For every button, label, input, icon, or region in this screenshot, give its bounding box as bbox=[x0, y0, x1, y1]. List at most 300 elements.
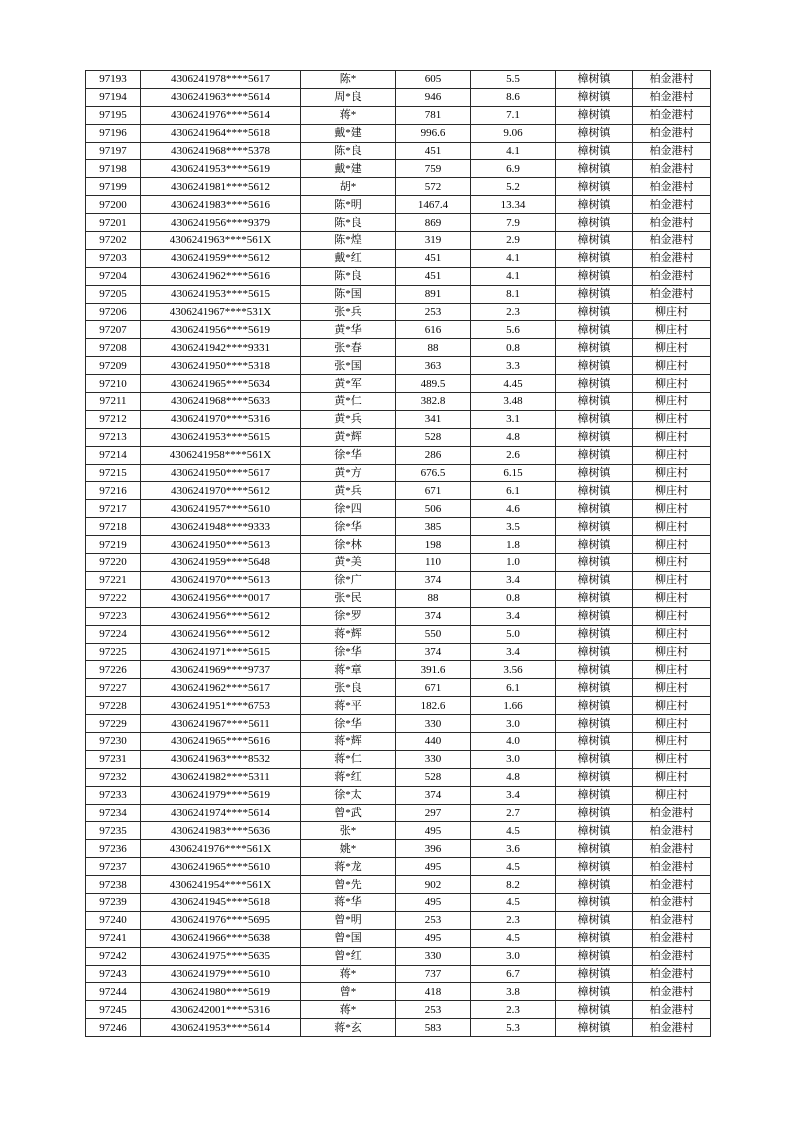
name-cell: 徐*华 bbox=[301, 446, 396, 464]
village-cell: 柏金港村 bbox=[633, 858, 711, 876]
rate-cell: 5.6 bbox=[471, 321, 556, 339]
amount-cell: 583 bbox=[396, 1019, 471, 1037]
town-cell: 樟树镇 bbox=[556, 697, 633, 715]
amount-cell: 385 bbox=[396, 518, 471, 536]
amount-cell: 198 bbox=[396, 536, 471, 554]
amount-cell: 1467.4 bbox=[396, 196, 471, 214]
serial-cell: 97238 bbox=[86, 876, 141, 894]
village-cell: 柳庄村 bbox=[633, 464, 711, 482]
serial-cell: 97223 bbox=[86, 607, 141, 625]
amount-cell: 341 bbox=[396, 410, 471, 428]
name-cell: 张* bbox=[301, 822, 396, 840]
serial-cell: 97212 bbox=[86, 410, 141, 428]
name-cell: 黄*兵 bbox=[301, 482, 396, 500]
name-cell: 张*良 bbox=[301, 679, 396, 697]
name-cell: 蒋*玄 bbox=[301, 1019, 396, 1037]
amount-cell: 330 bbox=[396, 750, 471, 768]
rate-cell: 5.3 bbox=[471, 1019, 556, 1037]
id-number-cell: 4306241954****561X bbox=[141, 876, 301, 894]
table-row bbox=[86, 625, 711, 643]
id-number-cell: 4306241967****5611 bbox=[141, 715, 301, 733]
village-cell: 柏金港村 bbox=[633, 822, 711, 840]
town-cell: 樟树镇 bbox=[556, 1001, 633, 1019]
serial-cell: 97234 bbox=[86, 804, 141, 822]
table-row bbox=[86, 249, 711, 267]
town-cell: 樟树镇 bbox=[556, 178, 633, 196]
town-cell: 樟树镇 bbox=[556, 840, 633, 858]
name-cell: 戴*红 bbox=[301, 249, 396, 267]
amount-cell: 572 bbox=[396, 178, 471, 196]
serial-cell: 97218 bbox=[86, 518, 141, 536]
id-number-cell: 4306241963****8532 bbox=[141, 750, 301, 768]
name-cell: 张*民 bbox=[301, 589, 396, 607]
town-cell: 樟树镇 bbox=[556, 786, 633, 804]
village-cell: 柏金港村 bbox=[633, 178, 711, 196]
amount-cell: 528 bbox=[396, 768, 471, 786]
village-cell: 柳庄村 bbox=[633, 393, 711, 411]
name-cell: 陈*良 bbox=[301, 142, 396, 160]
serial-cell: 97229 bbox=[86, 715, 141, 733]
serial-cell: 97210 bbox=[86, 375, 141, 393]
town-cell: 樟树镇 bbox=[556, 71, 633, 89]
village-cell: 柏金港村 bbox=[633, 71, 711, 89]
id-number-cell: 4306241956****5619 bbox=[141, 321, 301, 339]
serial-cell: 97228 bbox=[86, 697, 141, 715]
table-row bbox=[86, 661, 711, 679]
table-row bbox=[86, 571, 711, 589]
rate-cell: 2.3 bbox=[471, 1001, 556, 1019]
table-row bbox=[86, 196, 711, 214]
amount-cell: 495 bbox=[396, 893, 471, 911]
name-cell: 曾* bbox=[301, 983, 396, 1001]
table-row bbox=[86, 768, 711, 786]
id-number-cell: 4306241976****5614 bbox=[141, 106, 301, 124]
table-row bbox=[86, 697, 711, 715]
rate-cell: 2.3 bbox=[471, 303, 556, 321]
table-row bbox=[86, 911, 711, 929]
id-number-cell: 4306241948****9333 bbox=[141, 518, 301, 536]
name-cell: 姚* bbox=[301, 840, 396, 858]
name-cell: 徐*广 bbox=[301, 571, 396, 589]
id-number-cell: 4306241983****5616 bbox=[141, 196, 301, 214]
village-cell: 柳庄村 bbox=[633, 643, 711, 661]
id-number-cell: 4306241976****561X bbox=[141, 840, 301, 858]
name-cell: 周*良 bbox=[301, 88, 396, 106]
rate-cell: 6.15 bbox=[471, 464, 556, 482]
name-cell: 陈*国 bbox=[301, 285, 396, 303]
table-row bbox=[86, 983, 711, 1001]
amount-cell: 88 bbox=[396, 339, 471, 357]
rate-cell: 13.34 bbox=[471, 196, 556, 214]
amount-cell: 396 bbox=[396, 840, 471, 858]
amount-cell: 759 bbox=[396, 160, 471, 178]
town-cell: 樟树镇 bbox=[556, 715, 633, 733]
name-cell: 陈*良 bbox=[301, 267, 396, 285]
id-number-cell: 4306241983****5636 bbox=[141, 822, 301, 840]
table-row bbox=[86, 214, 711, 232]
amount-cell: 451 bbox=[396, 142, 471, 160]
table-row bbox=[86, 786, 711, 804]
serial-cell: 97215 bbox=[86, 464, 141, 482]
serial-cell: 97201 bbox=[86, 214, 141, 232]
name-cell: 张*春 bbox=[301, 339, 396, 357]
town-cell: 樟树镇 bbox=[556, 303, 633, 321]
id-number-cell: 4306241965****5610 bbox=[141, 858, 301, 876]
table-row bbox=[86, 822, 711, 840]
table-row bbox=[86, 947, 711, 965]
amount-cell: 869 bbox=[396, 214, 471, 232]
village-cell: 柏金港村 bbox=[633, 911, 711, 929]
table-row bbox=[86, 321, 711, 339]
village-cell: 柳庄村 bbox=[633, 482, 711, 500]
rate-cell: 8.2 bbox=[471, 876, 556, 894]
id-number-cell: 4306241962****5616 bbox=[141, 267, 301, 285]
name-cell: 戴*建 bbox=[301, 160, 396, 178]
table-row bbox=[86, 554, 711, 572]
rate-cell: 3.4 bbox=[471, 643, 556, 661]
serial-cell: 97246 bbox=[86, 1019, 141, 1037]
amount-cell: 418 bbox=[396, 983, 471, 1001]
table-row bbox=[86, 1019, 711, 1037]
id-number-cell: 4306241968****5378 bbox=[141, 142, 301, 160]
name-cell: 蒋* bbox=[301, 1001, 396, 1019]
table-row bbox=[86, 339, 711, 357]
serial-cell: 97226 bbox=[86, 661, 141, 679]
id-number-cell: 4306241942****9331 bbox=[141, 339, 301, 357]
village-cell: 柳庄村 bbox=[633, 554, 711, 572]
payment-table bbox=[85, 70, 711, 1037]
amount-cell: 781 bbox=[396, 106, 471, 124]
serial-cell: 97205 bbox=[86, 285, 141, 303]
village-cell: 柏金港村 bbox=[633, 214, 711, 232]
id-number-cell: 4306241953****5615 bbox=[141, 285, 301, 303]
serial-cell: 97236 bbox=[86, 840, 141, 858]
town-cell: 樟树镇 bbox=[556, 625, 633, 643]
rate-cell: 3.56 bbox=[471, 661, 556, 679]
serial-cell: 97225 bbox=[86, 643, 141, 661]
village-cell: 柳庄村 bbox=[633, 661, 711, 679]
serial-cell: 97219 bbox=[86, 536, 141, 554]
village-cell: 柳庄村 bbox=[633, 410, 711, 428]
rate-cell: 2.9 bbox=[471, 232, 556, 250]
amount-cell: 506 bbox=[396, 500, 471, 518]
name-cell: 曾*红 bbox=[301, 947, 396, 965]
table-row bbox=[86, 1001, 711, 1019]
name-cell: 徐*四 bbox=[301, 500, 396, 518]
rate-cell: 2.3 bbox=[471, 911, 556, 929]
rate-cell: 4.5 bbox=[471, 893, 556, 911]
amount-cell: 330 bbox=[396, 947, 471, 965]
rate-cell: 3.4 bbox=[471, 607, 556, 625]
name-cell: 黄*兵 bbox=[301, 410, 396, 428]
id-number-cell: 4306241959****5648 bbox=[141, 554, 301, 572]
village-cell: 柏金港村 bbox=[633, 88, 711, 106]
town-cell: 樟树镇 bbox=[556, 446, 633, 464]
village-cell: 柳庄村 bbox=[633, 428, 711, 446]
table-row bbox=[86, 929, 711, 947]
rate-cell: 2.6 bbox=[471, 446, 556, 464]
id-number-cell: 4306241950****5613 bbox=[141, 536, 301, 554]
serial-cell: 97220 bbox=[86, 554, 141, 572]
id-number-cell: 4306241978****5617 bbox=[141, 71, 301, 89]
village-cell: 柏金港村 bbox=[633, 160, 711, 178]
id-number-cell: 4306241959****5612 bbox=[141, 249, 301, 267]
id-number-cell: 4306241958****561X bbox=[141, 446, 301, 464]
name-cell: 蒋* bbox=[301, 106, 396, 124]
rate-cell: 3.0 bbox=[471, 947, 556, 965]
town-cell: 樟树镇 bbox=[556, 142, 633, 160]
town-cell: 樟树镇 bbox=[556, 965, 633, 983]
rate-cell: 1.66 bbox=[471, 697, 556, 715]
rate-cell: 0.8 bbox=[471, 589, 556, 607]
town-cell: 樟树镇 bbox=[556, 750, 633, 768]
rate-cell: 6.1 bbox=[471, 679, 556, 697]
amount-cell: 902 bbox=[396, 876, 471, 894]
id-number-cell: 4306241975****5635 bbox=[141, 947, 301, 965]
rate-cell: 4.1 bbox=[471, 267, 556, 285]
id-number-cell: 4306241956****5612 bbox=[141, 607, 301, 625]
town-cell: 樟树镇 bbox=[556, 375, 633, 393]
name-cell: 黄*仁 bbox=[301, 393, 396, 411]
rate-cell: 9.06 bbox=[471, 124, 556, 142]
table-row bbox=[86, 732, 711, 750]
table-row bbox=[86, 607, 711, 625]
serial-cell: 97209 bbox=[86, 357, 141, 375]
rate-cell: 3.4 bbox=[471, 786, 556, 804]
name-cell: 陈*良 bbox=[301, 214, 396, 232]
serial-cell: 97193 bbox=[86, 71, 141, 89]
village-cell: 柏金港村 bbox=[633, 196, 711, 214]
amount-cell: 253 bbox=[396, 1001, 471, 1019]
table-row bbox=[86, 106, 711, 124]
table-row bbox=[86, 178, 711, 196]
town-cell: 樟树镇 bbox=[556, 410, 633, 428]
id-number-cell: 4306241956****0017 bbox=[141, 589, 301, 607]
town-cell: 樟树镇 bbox=[556, 393, 633, 411]
serial-cell: 97207 bbox=[86, 321, 141, 339]
town-cell: 樟树镇 bbox=[556, 88, 633, 106]
amount-cell: 374 bbox=[396, 786, 471, 804]
village-cell: 柳庄村 bbox=[633, 625, 711, 643]
town-cell: 樟树镇 bbox=[556, 428, 633, 446]
village-cell: 柳庄村 bbox=[633, 357, 711, 375]
rate-cell: 3.0 bbox=[471, 715, 556, 733]
village-cell: 柳庄村 bbox=[633, 321, 711, 339]
amount-cell: 671 bbox=[396, 679, 471, 697]
table-row bbox=[86, 804, 711, 822]
rate-cell: 7.9 bbox=[471, 214, 556, 232]
village-cell: 柳庄村 bbox=[633, 607, 711, 625]
village-cell: 柏金港村 bbox=[633, 285, 711, 303]
name-cell: 徐*林 bbox=[301, 536, 396, 554]
table-sheet bbox=[85, 70, 711, 1037]
serial-cell: 97208 bbox=[86, 339, 141, 357]
serial-cell: 97227 bbox=[86, 679, 141, 697]
id-number-cell: 4306241956****5612 bbox=[141, 625, 301, 643]
town-cell: 樟树镇 bbox=[556, 1019, 633, 1037]
village-cell: 柏金港村 bbox=[633, 249, 711, 267]
village-cell: 柳庄村 bbox=[633, 446, 711, 464]
amount-cell: 363 bbox=[396, 357, 471, 375]
village-cell: 柳庄村 bbox=[633, 732, 711, 750]
village-cell: 柳庄村 bbox=[633, 715, 711, 733]
town-cell: 樟树镇 bbox=[556, 768, 633, 786]
id-number-cell: 4306242001****5316 bbox=[141, 1001, 301, 1019]
rate-cell: 4.45 bbox=[471, 375, 556, 393]
village-cell: 柏金港村 bbox=[633, 1001, 711, 1019]
serial-cell: 97213 bbox=[86, 428, 141, 446]
rate-cell: 6.1 bbox=[471, 482, 556, 500]
name-cell: 黄*方 bbox=[301, 464, 396, 482]
name-cell: 蒋*龙 bbox=[301, 858, 396, 876]
serial-cell: 97194 bbox=[86, 88, 141, 106]
name-cell: 徐*太 bbox=[301, 786, 396, 804]
rate-cell: 1.0 bbox=[471, 554, 556, 572]
table-row bbox=[86, 840, 711, 858]
id-number-cell: 4306241970****5612 bbox=[141, 482, 301, 500]
table-row bbox=[86, 428, 711, 446]
serial-cell: 97222 bbox=[86, 589, 141, 607]
name-cell: 蒋*辉 bbox=[301, 732, 396, 750]
village-cell: 柏金港村 bbox=[633, 804, 711, 822]
amount-cell: 374 bbox=[396, 607, 471, 625]
table-row bbox=[86, 267, 711, 285]
rate-cell: 6.9 bbox=[471, 160, 556, 178]
name-cell: 陈* bbox=[301, 71, 396, 89]
id-number-cell: 4306241974****5614 bbox=[141, 804, 301, 822]
amount-cell: 891 bbox=[396, 285, 471, 303]
village-cell: 柳庄村 bbox=[633, 571, 711, 589]
rate-cell: 7.1 bbox=[471, 106, 556, 124]
id-number-cell: 4306241970****5613 bbox=[141, 571, 301, 589]
name-cell: 黄*美 bbox=[301, 554, 396, 572]
serial-cell: 97232 bbox=[86, 768, 141, 786]
id-number-cell: 4306241963****5614 bbox=[141, 88, 301, 106]
id-number-cell: 4306241953****5614 bbox=[141, 1019, 301, 1037]
rate-cell: 0.8 bbox=[471, 339, 556, 357]
id-number-cell: 4306241965****5616 bbox=[141, 732, 301, 750]
name-cell: 张*国 bbox=[301, 357, 396, 375]
id-number-cell: 4306241962****5617 bbox=[141, 679, 301, 697]
amount-cell: 528 bbox=[396, 428, 471, 446]
amount-cell: 297 bbox=[396, 804, 471, 822]
rate-cell: 4.8 bbox=[471, 768, 556, 786]
id-number-cell: 4306241982****5311 bbox=[141, 768, 301, 786]
rate-cell: 5.5 bbox=[471, 71, 556, 89]
village-cell: 柏金港村 bbox=[633, 965, 711, 983]
name-cell: 陈*明 bbox=[301, 196, 396, 214]
town-cell: 樟树镇 bbox=[556, 339, 633, 357]
rate-cell: 8.1 bbox=[471, 285, 556, 303]
table-row bbox=[86, 715, 711, 733]
id-number-cell: 4306241968****5633 bbox=[141, 393, 301, 411]
amount-cell: 451 bbox=[396, 267, 471, 285]
name-cell: 曾*国 bbox=[301, 929, 396, 947]
serial-cell: 97235 bbox=[86, 822, 141, 840]
town-cell: 樟树镇 bbox=[556, 589, 633, 607]
amount-cell: 495 bbox=[396, 822, 471, 840]
serial-cell: 97214 bbox=[86, 446, 141, 464]
table-body bbox=[86, 71, 711, 1037]
town-cell: 樟树镇 bbox=[556, 893, 633, 911]
id-number-cell: 4306241976****5695 bbox=[141, 911, 301, 929]
table-row bbox=[86, 160, 711, 178]
table-row bbox=[86, 893, 711, 911]
rate-cell: 6.7 bbox=[471, 965, 556, 983]
table-row bbox=[86, 285, 711, 303]
village-cell: 柳庄村 bbox=[633, 679, 711, 697]
name-cell: 曾*明 bbox=[301, 911, 396, 929]
rate-cell: 1.8 bbox=[471, 536, 556, 554]
rate-cell: 3.6 bbox=[471, 840, 556, 858]
rate-cell: 5.2 bbox=[471, 178, 556, 196]
amount-cell: 495 bbox=[396, 858, 471, 876]
id-number-cell: 4306241953****5615 bbox=[141, 428, 301, 446]
town-cell: 樟树镇 bbox=[556, 822, 633, 840]
town-cell: 樟树镇 bbox=[556, 214, 633, 232]
town-cell: 樟树镇 bbox=[556, 947, 633, 965]
id-number-cell: 4306241963****561X bbox=[141, 232, 301, 250]
amount-cell: 737 bbox=[396, 965, 471, 983]
village-cell: 柏金港村 bbox=[633, 1019, 711, 1037]
town-cell: 樟树镇 bbox=[556, 643, 633, 661]
town-cell: 樟树镇 bbox=[556, 106, 633, 124]
town-cell: 樟树镇 bbox=[556, 607, 633, 625]
amount-cell: 319 bbox=[396, 232, 471, 250]
rate-cell: 4.1 bbox=[471, 142, 556, 160]
table-row bbox=[86, 876, 711, 894]
serial-cell: 97230 bbox=[86, 732, 141, 750]
rate-cell: 4.5 bbox=[471, 858, 556, 876]
id-number-cell: 4306241951****6753 bbox=[141, 697, 301, 715]
id-number-cell: 4306241980****5619 bbox=[141, 983, 301, 1001]
rate-cell: 4.1 bbox=[471, 249, 556, 267]
town-cell: 樟树镇 bbox=[556, 876, 633, 894]
village-cell: 柳庄村 bbox=[633, 375, 711, 393]
table-row bbox=[86, 410, 711, 428]
serial-cell: 97199 bbox=[86, 178, 141, 196]
town-cell: 樟树镇 bbox=[556, 911, 633, 929]
id-number-cell: 4306241945****5618 bbox=[141, 893, 301, 911]
amount-cell: 88 bbox=[396, 589, 471, 607]
table-row bbox=[86, 750, 711, 768]
rate-cell: 4.0 bbox=[471, 732, 556, 750]
name-cell: 蒋*辉 bbox=[301, 625, 396, 643]
rate-cell: 2.7 bbox=[471, 804, 556, 822]
rate-cell: 3.48 bbox=[471, 393, 556, 411]
table-row bbox=[86, 589, 711, 607]
table-row bbox=[86, 446, 711, 464]
amount-cell: 996.6 bbox=[396, 124, 471, 142]
table-row bbox=[86, 858, 711, 876]
name-cell: 蒋* bbox=[301, 965, 396, 983]
id-number-cell: 4306241964****5618 bbox=[141, 124, 301, 142]
serial-cell: 97211 bbox=[86, 393, 141, 411]
rate-cell: 4.5 bbox=[471, 929, 556, 947]
amount-cell: 391.6 bbox=[396, 661, 471, 679]
table-row bbox=[86, 393, 711, 411]
rate-cell: 3.5 bbox=[471, 518, 556, 536]
name-cell: 黄*军 bbox=[301, 375, 396, 393]
table-row bbox=[86, 464, 711, 482]
village-cell: 柏金港村 bbox=[633, 876, 711, 894]
name-cell: 蒋*平 bbox=[301, 697, 396, 715]
village-cell: 柳庄村 bbox=[633, 536, 711, 554]
village-cell: 柏金港村 bbox=[633, 267, 711, 285]
amount-cell: 253 bbox=[396, 303, 471, 321]
id-number-cell: 4306241967****531X bbox=[141, 303, 301, 321]
serial-cell: 97231 bbox=[86, 750, 141, 768]
